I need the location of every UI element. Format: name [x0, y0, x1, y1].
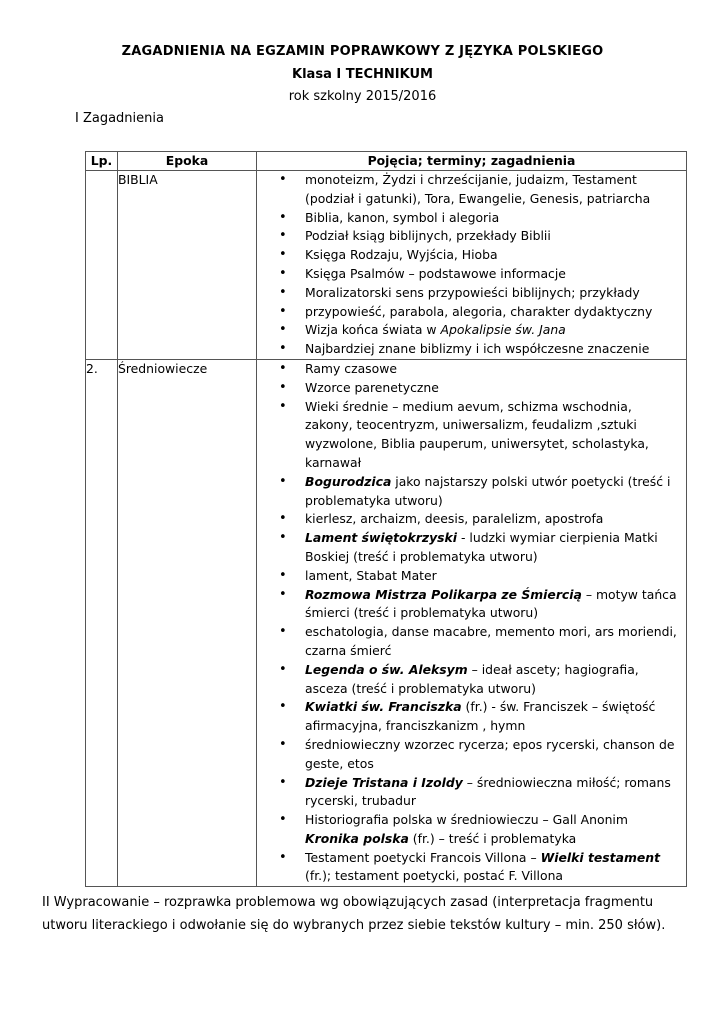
header-epoch: Epoka — [118, 152, 257, 171]
topic-text: Wieki średnie – medium aevum, schizma wschodnia, zakony, teocentryzm, uniwersalizm, feudalizm ,sztuki wyzwolone, Biblia pauperum, uniwersytet, scholastyka, karnawał — [305, 398, 649, 470]
topic-text: przypowieść, parabola, alegoria, charakter dydaktyczny — [305, 303, 653, 319]
school-year-line: rok szkolny 2015/2016 — [288, 89, 437, 104]
topic-text: – średniowieczna miłość; romans rycerski, trubadur — [305, 774, 671, 809]
topic-text: (fr.); testament poetycki, postać F. Villona — [305, 868, 564, 884]
topic-item — [305, 321, 682, 340]
topic-item — [305, 698, 682, 736]
topic-text: jako najstarszy polski utwór poetycki (treść i problematyka utworu) — [305, 473, 671, 508]
work-title: Wielki testament — [540, 849, 661, 865]
row-epoch: BIBLIA — [118, 171, 257, 360]
topic-item — [305, 586, 682, 624]
work-title: Dzieje Tristana i Izoldy — [305, 774, 463, 790]
section-one-heading: I Zagadnienia — [75, 111, 164, 126]
topic-text: – ideał ascety; hagiografia, asceza (treść i problematyka utworu) — [305, 661, 639, 696]
topic-item — [305, 209, 682, 228]
topic-item — [305, 171, 682, 209]
italic-text: Apokalipsie św. Jana — [440, 322, 566, 338]
topic-item — [305, 398, 682, 473]
row-lp — [86, 171, 118, 360]
section-two-text: II Wypracowanie – rozprawka problemowa wg obowiązujących zasad (interpretacja fragmentu utworu literackiego i odwołanie się do wybranych przez siebie tekstów kultury – min. 250 słów). — [42, 895, 666, 933]
work-title: Lament świętokrzyski — [305, 530, 458, 546]
topic-item — [305, 303, 682, 322]
topic-text: Ramy czasowe — [305, 360, 397, 376]
topic-text: Moralizatorski sens przypowieści biblijnych; przykłady — [305, 284, 640, 300]
topic-text: - ludzki wymiar cierpienia Matki Boskiej (treść i problematyka utworu) — [305, 530, 658, 564]
topic-text: Testament poetycki Francois Villona – — [305, 849, 541, 865]
topic-item — [305, 811, 682, 849]
topic-text: kierlesz, archaizm, deesis, paralelizm, apostrofa — [305, 511, 604, 527]
topic-text: monoteizm, Żydzi i chrześcijanie, judaizm, Testament (podział i gatunki), Tora, Ewangelie, Genesis, patriarcha — [305, 172, 651, 206]
topic-text: – motyw tańca śmierci (treść i problematyka utworu) — [305, 586, 677, 621]
topic-list — [257, 360, 686, 886]
header-topics: Pojęcia; terminy; zagadnienia — [257, 152, 687, 171]
topic-item — [305, 360, 682, 379]
topic-text: (fr.) - św. Franciszek – świętość afirmacyjna, franciszkanizm , hymn — [305, 699, 656, 734]
topic-item — [305, 246, 682, 265]
row-topics — [257, 171, 687, 360]
topics-table — [85, 151, 687, 887]
header-lp: Lp. — [86, 152, 118, 171]
document-title: ZAGADNIENIA NA EGZAMIN POPRAWKOWY Z JĘZYKA POLSKIEGO — [121, 44, 604, 59]
topic-item — [305, 265, 682, 284]
topic-text: eschatologia, danse macabre, memento mori, ars moriendi, czarna śmierć — [305, 624, 677, 658]
topic-item — [305, 774, 682, 812]
topic-item — [305, 529, 682, 567]
row-epoch: Średniowiecze — [118, 359, 257, 886]
topic-item — [305, 379, 682, 398]
work-title: Legenda o św. Aleksym — [305, 661, 468, 677]
work-title: Kwiatki św. Franciszka — [305, 699, 462, 715]
work-title: Rozmowa Mistrza Polikarpa ze Śmiercią — [305, 586, 582, 602]
topic-text: Biblia, kanon, symbol i alegoria — [305, 209, 500, 225]
topic-item — [305, 623, 682, 661]
topic-item — [305, 227, 682, 246]
table-body — [86, 171, 687, 887]
topic-text: Historiografia polska w średniowieczu – Gall Anonim — [305, 812, 628, 828]
topic-text: Wizja końca świata w — [305, 322, 441, 338]
topic-item — [305, 736, 682, 774]
table-row — [86, 359, 687, 886]
table-header-row — [86, 152, 687, 171]
table-row — [86, 171, 687, 360]
topic-item — [305, 849, 682, 887]
topic-text: Wzorce parenetyczne — [305, 379, 439, 395]
row-topics — [257, 359, 687, 886]
topic-text: średniowieczny wzorzec rycerza; epos rycerski, chanson de geste, etos — [305, 736, 675, 771]
topic-list — [257, 171, 686, 359]
work-title: Kronika polska — [305, 830, 409, 846]
topic-text: Najbardziej znane biblizmy i ich współczesne znaczenie — [305, 341, 650, 357]
work-title: Bogurodzica — [305, 473, 392, 489]
topic-text: lament, Stabat Mater — [305, 567, 437, 583]
topic-item — [305, 284, 682, 303]
topic-item — [305, 510, 682, 529]
topic-item — [305, 473, 682, 511]
topic-item — [305, 661, 682, 699]
topic-item — [305, 567, 682, 586]
row-lp: 2. — [86, 359, 118, 886]
topic-text: Podział ksiąg biblijnych, przekłady Biblii — [305, 228, 551, 244]
topic-text: Księga Psalmów – podstawowe informacje — [305, 265, 566, 281]
topic-item — [305, 340, 682, 359]
class-line: Klasa I TECHNIKUM — [292, 67, 433, 82]
topic-text: (fr.) – treść i problematyka — [408, 830, 577, 846]
topic-text: Księga Rodzaju, Wyjścia, Hioba — [305, 247, 498, 263]
